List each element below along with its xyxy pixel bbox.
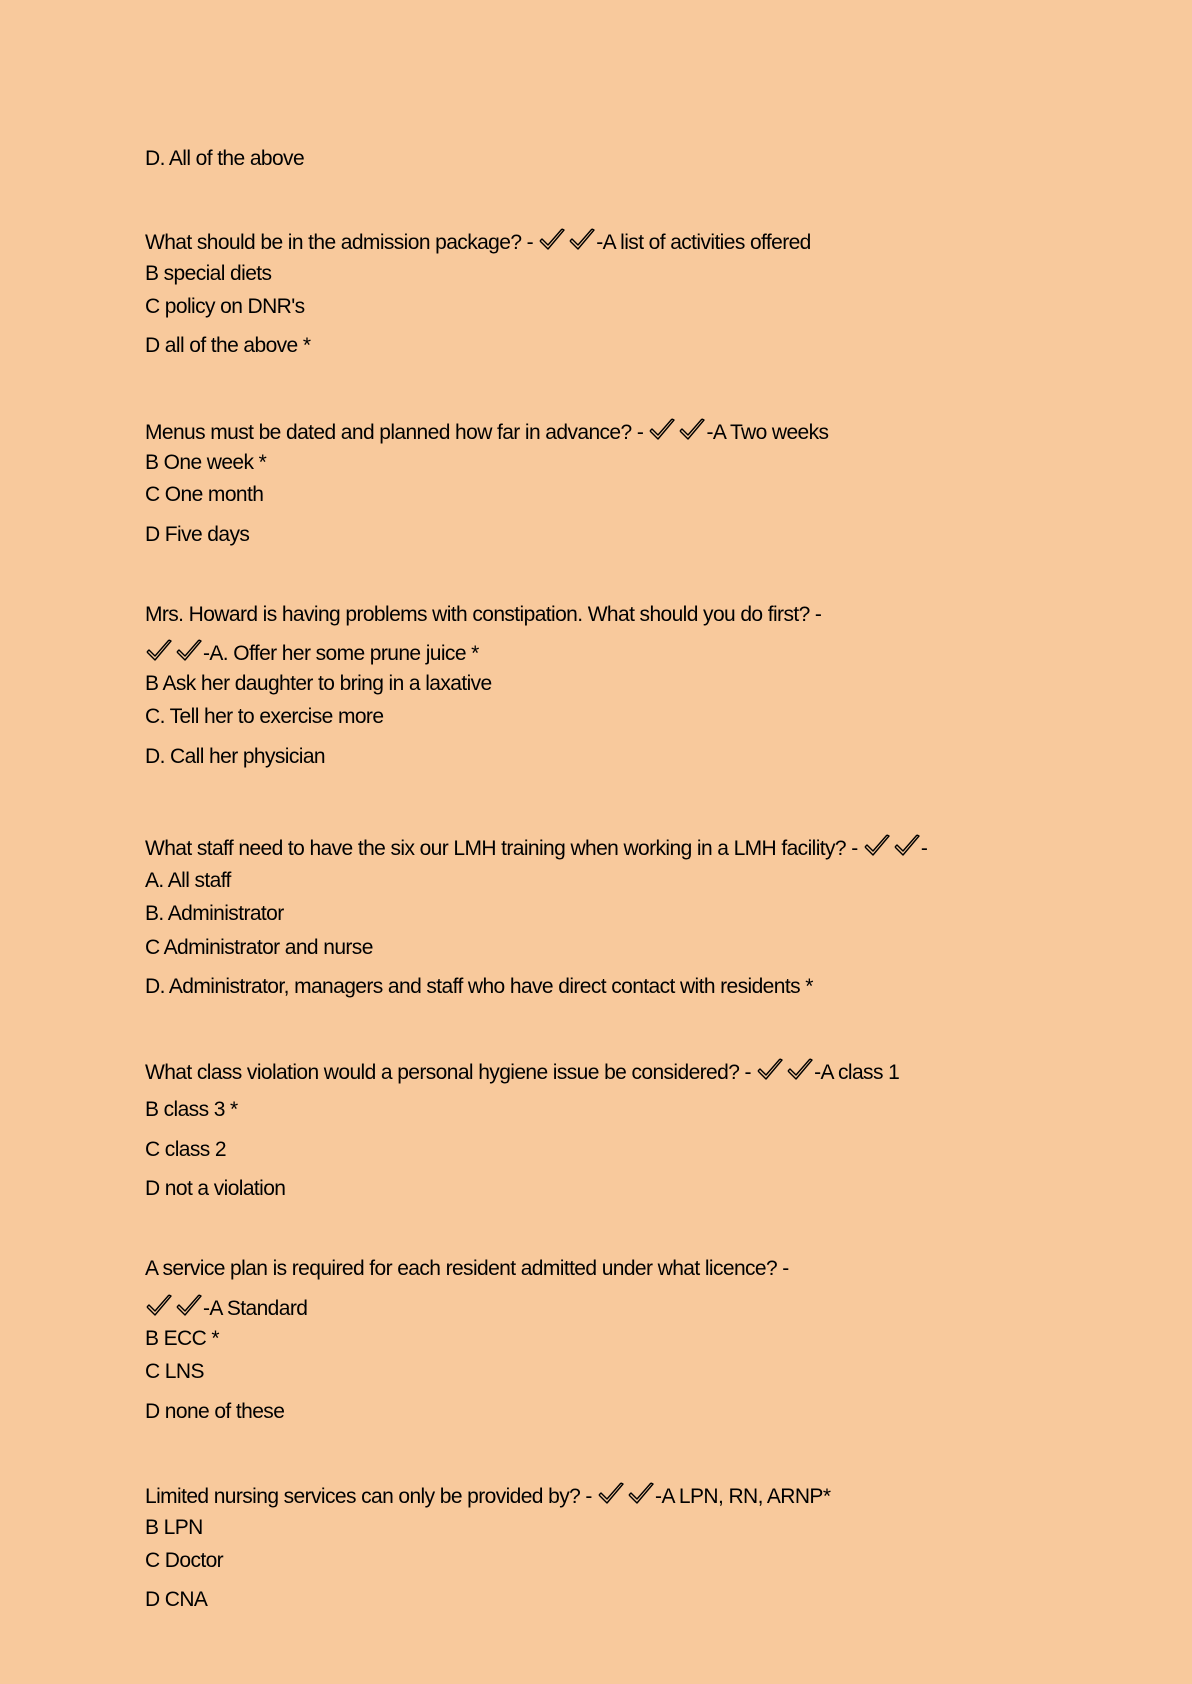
checkmark-icon (568, 228, 596, 252)
answer-option: B special diets (145, 262, 272, 285)
checkmark-icon (175, 639, 203, 663)
question (145, 1058, 899, 1086)
question-text: What class violation would a personal hygiene issue be considered? - (145, 1061, 757, 1084)
question-text: What staff need to have the six our LMH training when working in a LMH facility? - (145, 837, 863, 860)
question (145, 228, 811, 256)
checkmark-icon (145, 639, 173, 663)
answer-separator: - (920, 837, 928, 860)
answer-option: -A class 1 (814, 1061, 900, 1084)
question (145, 418, 828, 446)
question (145, 1482, 830, 1510)
checkmark-icon (145, 1294, 173, 1318)
checkmark-icon (863, 834, 891, 858)
checkmark-icon (678, 418, 706, 442)
answer-option: C. Tell her to exercise more (145, 705, 384, 728)
answer-option: -A Standard (203, 1297, 308, 1320)
answer-option: C policy on DNR's (145, 295, 305, 318)
question (145, 834, 927, 862)
answer-option: D. All of the above (145, 147, 305, 170)
answer-option: -A list of activities offered (596, 231, 811, 254)
answer-option: D all of the above * (145, 334, 311, 357)
answer-option: C class 2 (145, 1138, 226, 1161)
answer-option: B class 3 * (145, 1098, 238, 1121)
answer-option: D. Call her physician (145, 745, 325, 768)
checkmark-icon (648, 418, 676, 442)
answer-option: B LPN (145, 1516, 203, 1539)
checkmark-icon (893, 834, 921, 858)
answer-option: D CNA (145, 1588, 208, 1611)
answer-option: -A. Offer her some prune juice * (203, 642, 479, 665)
question (145, 639, 479, 667)
answer-option: C One month (145, 483, 264, 506)
checkmark-icon (627, 1482, 655, 1506)
answer-option: D none of these (145, 1400, 285, 1423)
checkmark-icon (756, 1058, 784, 1082)
answer-option: D. Administrator, managers and staff who have direct contact with residents * (145, 975, 813, 998)
answer-option: B Ask her daughter to bring in a laxative (145, 672, 492, 695)
checkmark-icon (597, 1482, 625, 1506)
answer-option: C LNS (145, 1360, 204, 1383)
answer-option: B ECC * (145, 1327, 219, 1350)
answer-option: -A Two weeks (706, 421, 829, 444)
checkmark-icon (538, 228, 566, 252)
answer-option: B One week * (145, 451, 267, 474)
question-text: A service plan is required for each resident admitted under what licence? - (145, 1257, 789, 1280)
answer-option: -A LPN, RN, ARNP* (655, 1485, 831, 1508)
answer-option: B. Administrator (145, 902, 284, 925)
question-text: Mrs. Howard is having problems with constipation. What should you do first? - (145, 603, 822, 626)
question-text: Menus must be dated and planned how far in advance? - (145, 421, 649, 444)
answer-option: C Administrator and nurse (145, 936, 373, 959)
question (145, 1294, 307, 1322)
question-text: Limited nursing services can only be provided by? - (145, 1485, 598, 1508)
checkmark-icon (786, 1058, 814, 1082)
question-text: What should be in the admission package? - (145, 231, 539, 254)
answer-option: D not a violation (145, 1177, 286, 1200)
answer-option: D Five days (145, 523, 250, 546)
checkmark-icon (175, 1294, 203, 1318)
answer-option: A. All staff (145, 869, 231, 892)
answer-option: C Doctor (145, 1549, 224, 1572)
